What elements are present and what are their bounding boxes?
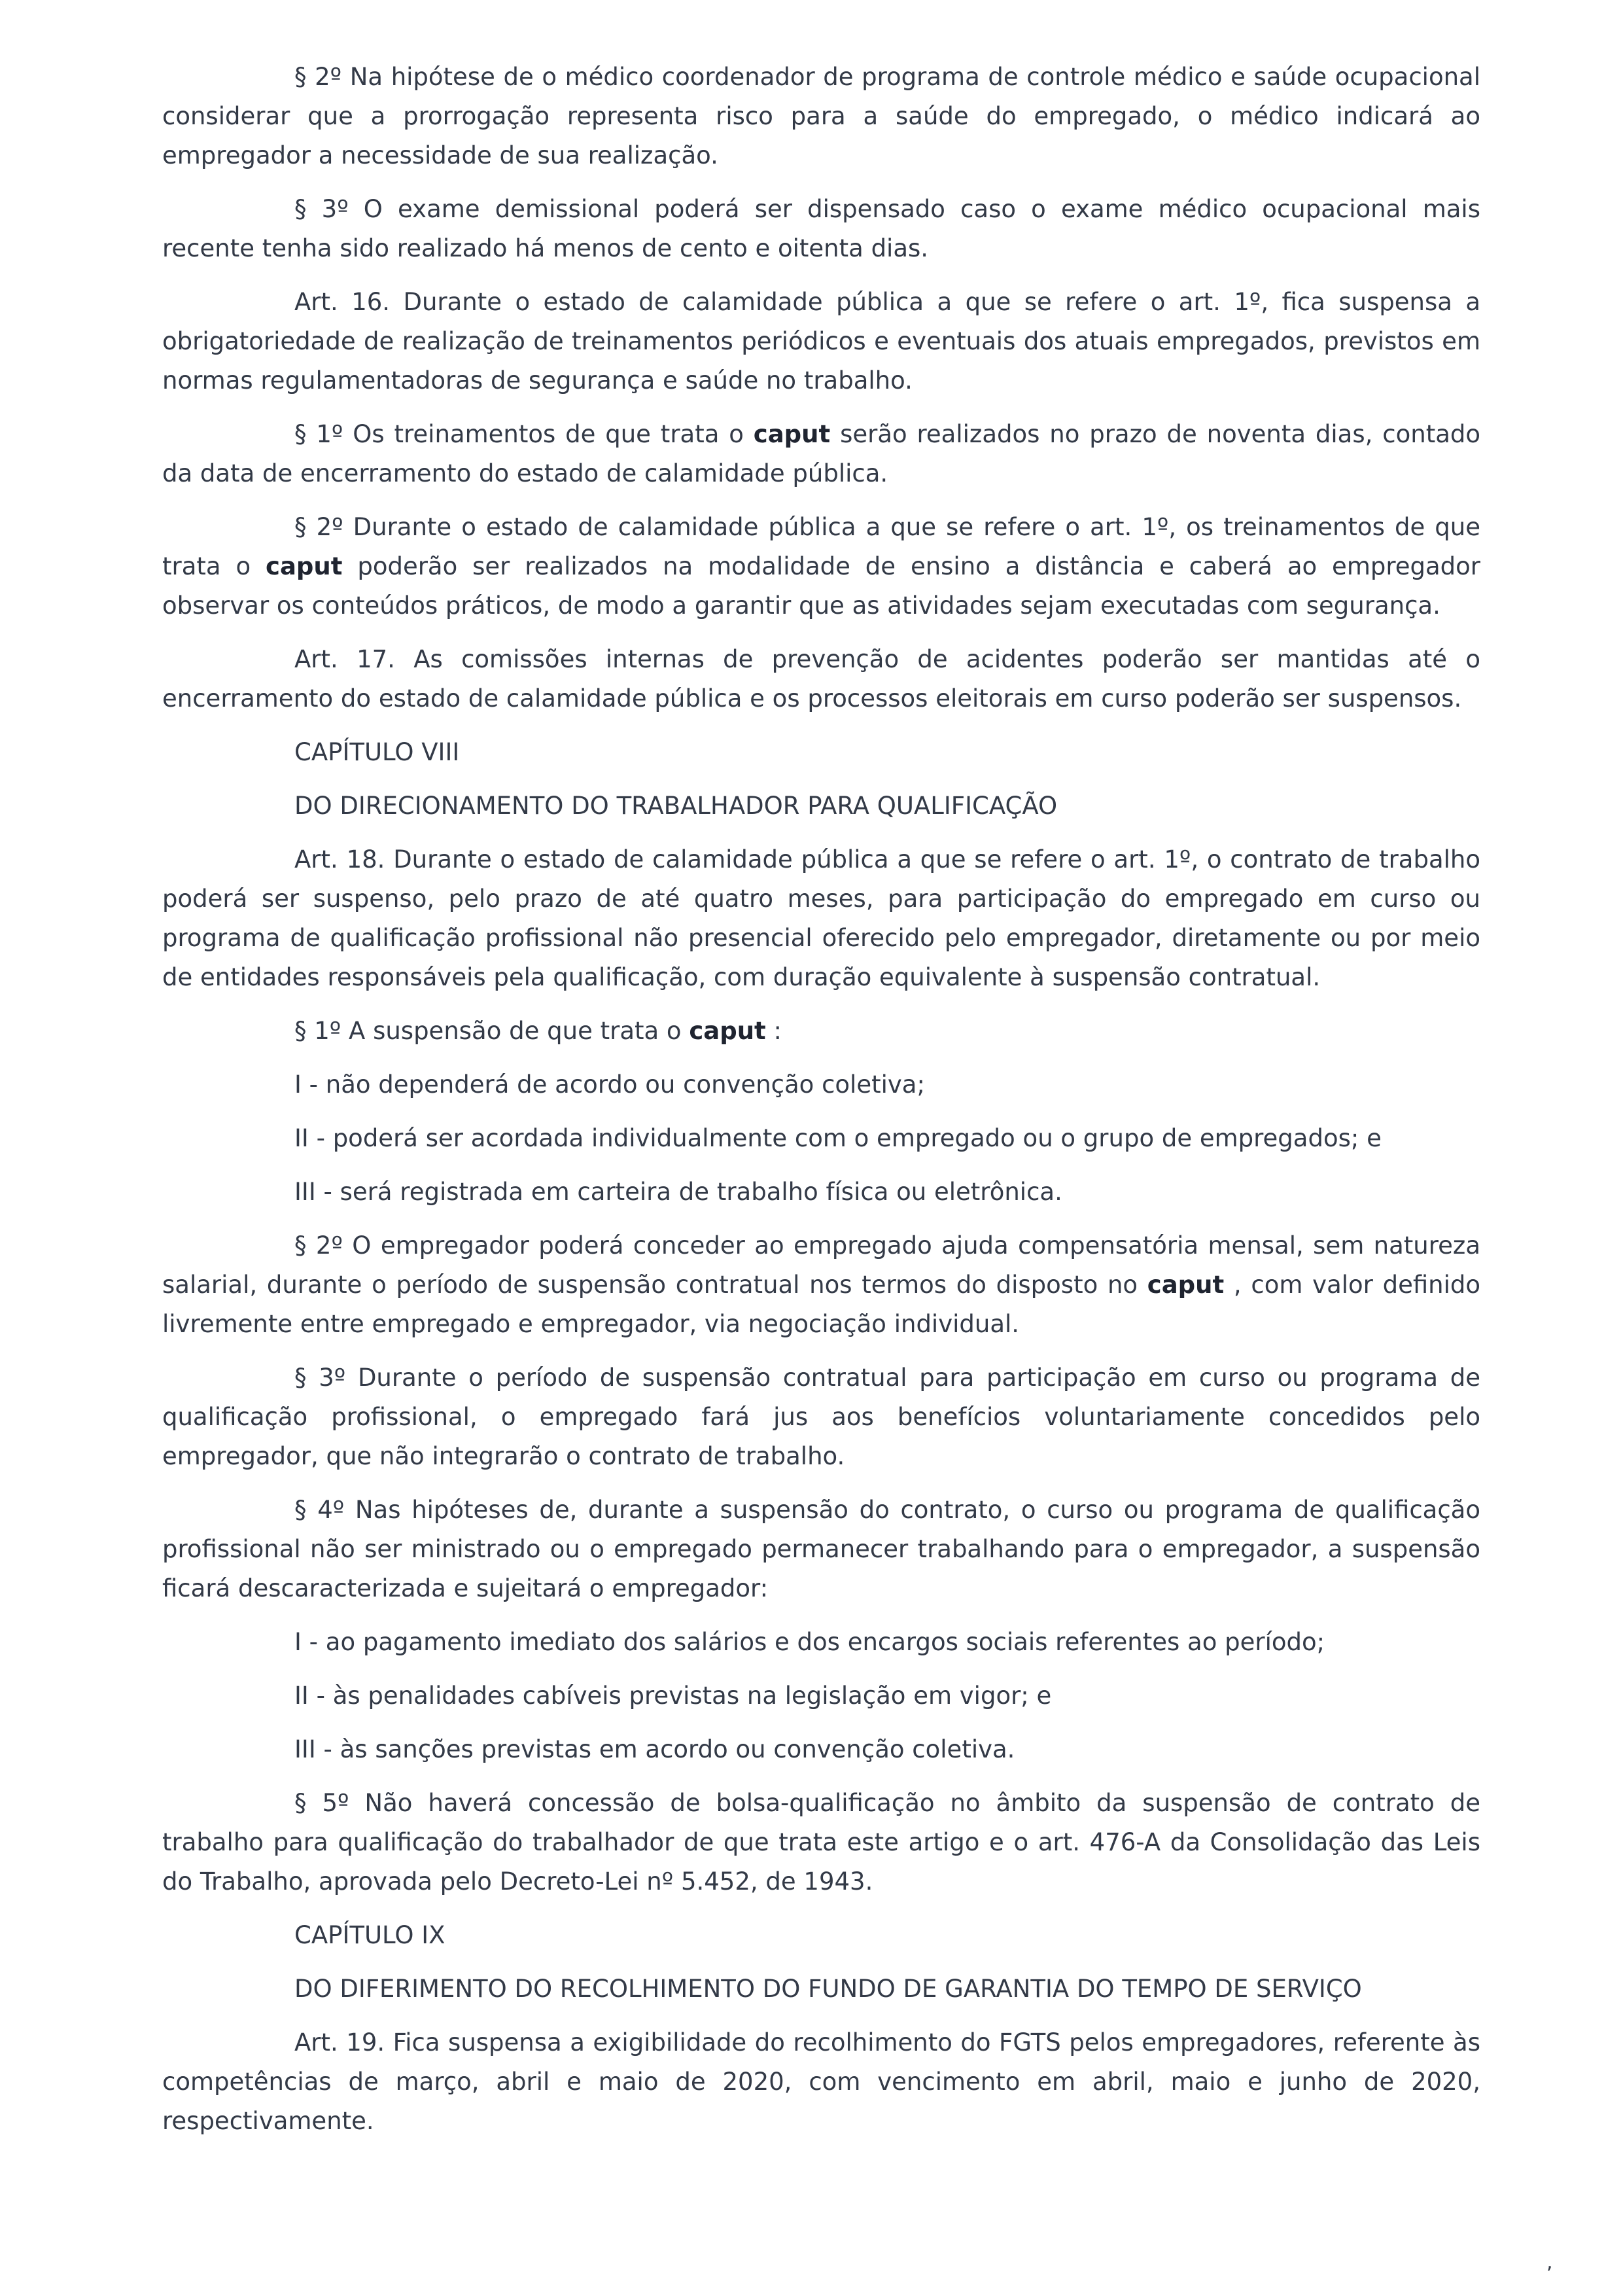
paragraph-art18-par2 (162, 1226, 1480, 1344)
paragraph-art18-par5: § 5º Não haverá concessão de bolsa-qualificação no âmbito da suspensão de contrato de trabalho para qualificação do trabalhador de que trata este artigo e o art. 476-A da Consolidação das Leis do Trabalho, aprovada pelo Decreto-Lei nº 5.452, de 1943. (162, 1789, 1480, 1896)
paragraph-art15-par2: § 2º Na hipótese de o médico coordenador de programa de controle médico e saúde ocupacional considerar que a prorrogação representa risco para a saúde do empregado, o médico indicará ao empregador a necessidade de sua realização. (162, 63, 1480, 169)
paragraph-art16: Art. 16. Durante o estado de calamidade pública a que se refere o art. 1º, fica suspensa a obrigatoriedade de realização de treinamentos periódicos e eventuais dos atuais empregados, previstos em normas regulamentadoras de segurança e saúde no trabalho. (162, 288, 1480, 395)
paragraph-art18-par3: § 3º Durante o período de suspensão contratual para participação em curso ou programa de qualificação profissional, o empregado fará jus aos benefícios voluntariamente concedidos pelo empregador, que não integrarão o contrato de trabalho. (162, 1364, 1480, 1470)
document-page (162, 58, 1480, 2155)
paragraph-art16-par2 (162, 508, 1480, 626)
paragraph-art18-par4: § 4º Nas hipóteses de, durante a suspensão do contrato, o curso ou programa de qualificação profissional não ser ministrado ou o empregado permanecer trabalhando para o empregador, a suspensão ficará descaracterizada e sujeitará o empregador: (162, 1496, 1480, 1602)
paragraph-art15-par3: § 3º O exame demissional poderá ser dispensado caso o exame médico ocupacional mais recente tenha sido realizado há menos de cento e oitenta dias. (162, 195, 1480, 262)
text-segment: § 2º O empregador poderá conceder ao empregado ajuda compensatória mensal, sem natureza salarial, durante o período de suspensão contratual nos termos do disposto no (162, 1231, 1480, 1299)
paragraph-art17: Art. 17. As comissões internas de prevenção de acidentes poderão ser mantidas até o encerramento do estado de calamidade pública e os processos eleitorais em curso poderão ser suspensos. (162, 645, 1480, 713)
chapter-title: DO DIRECIONAMENTO DO TRABALHADOR PARA QUALIFICAÇÃO (294, 792, 1058, 820)
paragraph-art19: Art. 19. Fica suspensa a exigibilidade do recolhimento do FGTS pelos empregadores, referente às competências de março, abril e maio de 2020, com vencimento em abril, maio e junho de 2020, respectivamente. (162, 2028, 1480, 2135)
text-segment: § 1º Os treinamentos de que trata o (294, 420, 754, 448)
list-item: II - às penalidades cabíveis previstas na legislação em vigor; e (294, 1682, 1052, 1710)
paragraph-art18-par1 (162, 1012, 1480, 1051)
paragraph-art16-par1 (162, 415, 1480, 493)
text-segment: , com valor definido livremente entre empregado e empregador, via negociação individual. (162, 1271, 1481, 1338)
paragraph-art18: Art. 18. Durante o estado de calamidade pública a que se refere o art. 1º, o contrato de trabalho poderá ser suspenso, pelo prazo de até quatro meses, para participação do empregado em curso ou programa de qualificação profissional não presencial oferecido pelo empregador, diretamente ou por meio de entidades responsáveis pela qualificação, com duração equivalente à suspensão contratual. (162, 845, 1480, 991)
list-item: I - ao pagamento imediato dos salários e dos encargos sociais referentes ao período; (294, 1628, 1325, 1656)
page-footer-mark: , (1546, 2251, 1553, 2274)
list-item: I - não dependerá de acordo ou convenção coletiva; (294, 1070, 925, 1099)
text-segment: : (765, 1017, 782, 1045)
text-segment: § 1º A suspensão de que trata o (294, 1017, 689, 1045)
text-segment: poderão ser realizados na modalidade de ensino a distância e caberá ao empregador observar os conteúdos práticos, de modo a garantir que as atividades sejam executadas com segurança. (162, 552, 1481, 620)
caput-term: caput (689, 1017, 766, 1045)
list-item: II - poderá ser acordada individualmente com o empregado ou o grupo de empregados; e (294, 1124, 1382, 1152)
chapter-heading: CAPÍTULO IX (294, 1921, 445, 1949)
text-segment: § 2º Durante o estado de calamidade pública a que se refere o art. 1º, os treinamentos de que trata o (162, 513, 1480, 580)
text-segment: serão realizados no prazo de noventa dias, contado da data de encerramento do estado de calamidade pública. (162, 420, 1480, 487)
chapter-heading: CAPÍTULO VIII (294, 738, 460, 766)
list-item: III - será registrada em carteira de trabalho física ou eletrônica. (294, 1178, 1062, 1206)
chapter-title: DO DIFERIMENTO DO RECOLHIMENTO DO FUNDO DE GARANTIA DO TEMPO DE SERVIÇO (294, 1975, 1362, 2003)
caput-term: caput (266, 552, 343, 580)
list-item: III - às sanções previstas em acordo ou convenção coletiva. (294, 1735, 1015, 1763)
caput-term: caput (1147, 1271, 1225, 1299)
caput-term: caput (753, 420, 831, 448)
